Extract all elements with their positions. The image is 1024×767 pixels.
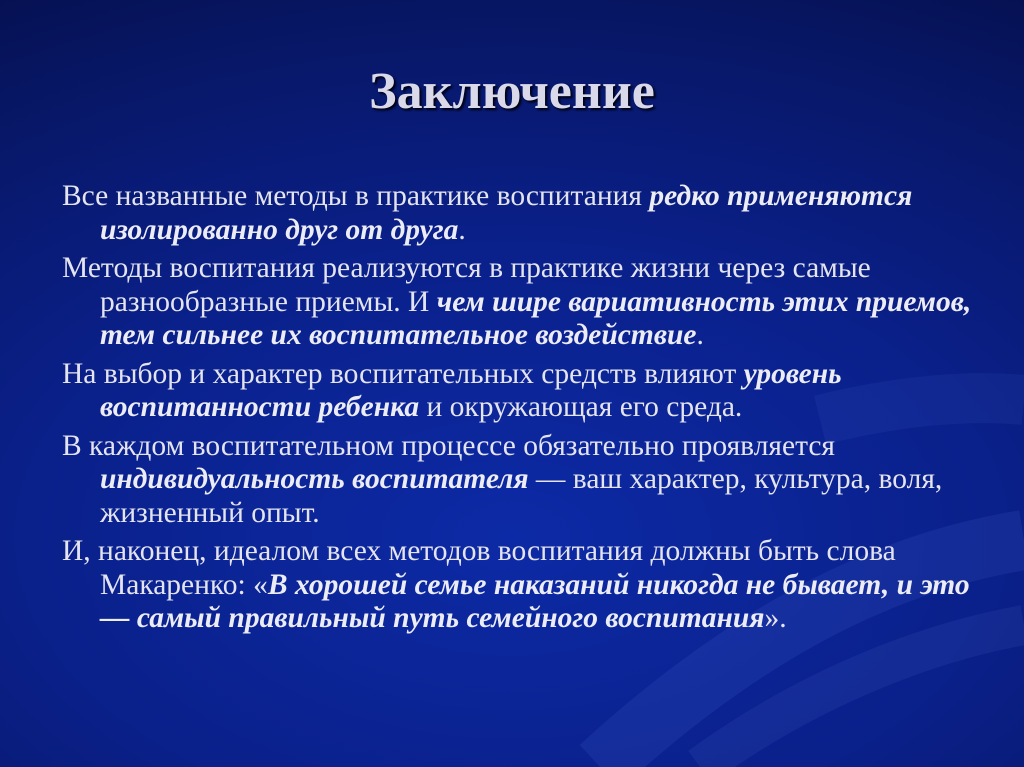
paragraph-3 [62, 358, 982, 425]
slide-title: Заключение [369, 63, 655, 120]
paragraph-4-text: В каждом воспитательном процессе обязательно проявляется [62, 429, 835, 462]
paragraph-4-end: — ваш характер, культура, воля, жизненный опыт. [100, 463, 943, 529]
paragraph-1-end: . [458, 213, 466, 246]
paragraph-5-emphasis: В хорошей семье наказаний никогда не бывает, и это — самый правильный путь семейного воспитания [100, 568, 970, 634]
paragraph-5-end: ». [764, 602, 787, 634]
paragraph-5 [62, 535, 982, 636]
paragraph-3-emphasis: уровень воспитанности ребенка [100, 357, 842, 423]
paragraph-1-emphasis: редко применяются изолированно друг от друга [100, 180, 913, 246]
paragraph-3-end: и окружающая его среда. [419, 391, 743, 423]
paragraph-5-text: И, наконец, идеалом всех методов воспитания должны быть слова Макаренко: « [62, 535, 896, 601]
paragraph-2 [62, 252, 982, 353]
paragraph-3-text: На выбор и характер воспитательных средств влияют [62, 357, 744, 390]
slide-body [62, 180, 982, 641]
paragraph-2-emphasis: чем шире вариативность этих приемов, тем сильнее их воспитательное воздействие [100, 285, 972, 351]
paragraph-2-text: Методы воспитания реализуются в практике жизни через самые разнообразные приемы. И [62, 252, 871, 318]
paragraph-4 [62, 430, 982, 531]
paragraph-1 [62, 180, 982, 247]
paragraph-1-text: Все названные методы в практике воспитания [62, 180, 650, 212]
paragraph-4-emphasis: индивидуальность воспитателя [100, 463, 529, 495]
paragraph-2-end: . [696, 319, 704, 351]
